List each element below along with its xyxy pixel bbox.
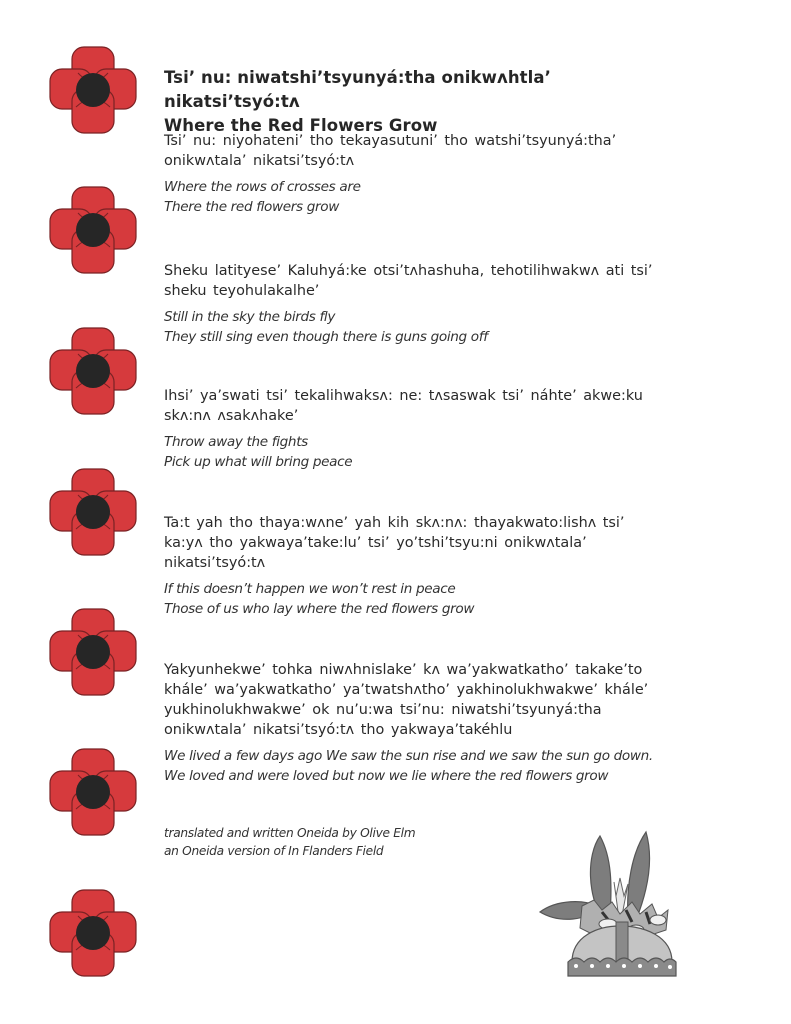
stanza-oneida: [164, 386, 664, 426]
poppy-icon: [48, 607, 138, 697]
stanza-english: [164, 177, 664, 217]
stanza-2: [164, 261, 664, 347]
stanza-oneida: [164, 261, 664, 301]
english-line: If this doesn’t happen we won’t rest in peace: [164, 581, 456, 597]
english-line: Throw away the fights: [164, 434, 308, 450]
english-line: Where the rows of crosses are: [164, 179, 361, 195]
oneida-line: Yakyunhekwe’ tohka niwʌhnislake’ kʌ wa’yakwatkatho’ takake’to: [164, 662, 643, 678]
oneida-line: Ihsi’ ya’swati tsi’ tekalihwaksʌ: ne: tʌsaswak tsi’ náhte’ akwe:ku: [164, 388, 643, 404]
oneida-line: nikatsi’tsyó:tʌ: [164, 555, 266, 571]
english-line: There the red flowers grow: [164, 199, 339, 215]
stanza-english: [164, 579, 664, 619]
stanza-english: [164, 746, 664, 786]
poppy-icon: [48, 888, 138, 978]
stanza-5: [164, 660, 664, 786]
credit: [164, 824, 415, 860]
stanza-english: [164, 307, 664, 347]
oneida-line: Sheku latityese’ Kaluhyá:ke otsi’tʌhashuha, tehotilihwakwʌ ati tsi’: [164, 263, 653, 279]
credit-source: an Oneida version of In Flanders Field: [164, 844, 384, 858]
oneida-line: Tsi’ nu: niyohateni’ tho tekayasutuni’ tho watshi’tsyunyá:tha’: [164, 133, 617, 149]
english-line: We loved and were loved but now we lie where the red flowers grow: [164, 768, 609, 784]
oneida-line: ka:yʌ tho yakwaya’take:lu’ tsi’ yo’tshi’tsyu:ni onikwʌtala’: [164, 535, 587, 551]
credit-translator: translated and written Oneida by Olive Elm: [164, 826, 416, 840]
oneida-line: Ta:t yah tho thaya:wʌne’ yah kih skʌ:nʌ: thayakwato:lishʌ tsi’: [164, 515, 625, 531]
english-line: We lived a few days ago We saw the sun rise and we saw the sun go down.: [164, 748, 653, 764]
poppy-icon: [48, 747, 138, 837]
oneida-line: yukhinolukhwakwe’ ok nu’u:wa tsi’nu: niwatshi’tsyunyá:tha: [164, 702, 602, 718]
feather-headdress-icon: [536, 826, 704, 978]
poppy-icon: [48, 45, 138, 135]
stanza-english: [164, 432, 664, 472]
stanza-4: [164, 513, 664, 619]
oneida-line: sheku teyohulakalhe’: [164, 283, 320, 299]
stanza-3: [164, 386, 664, 472]
oneida-line: onikwʌtala’ nikatsi’tsyó:tʌ: [164, 153, 355, 169]
stanza-oneida: [164, 513, 664, 573]
title-oneida: Tsi’ nu: niwatshi’tsyunyá:tha onikwʌhtla’ nikatsi’tsyó:tʌ: [164, 68, 552, 111]
english-line: Pick up what will bring peace: [164, 454, 353, 470]
oneida-line: onikwʌtala’ nikatsi’tsyó:tʌ tho yakwaya’takéhlu: [164, 722, 513, 738]
stanza-1: [164, 131, 664, 217]
poem-title: [164, 66, 664, 138]
english-line: Still in the sky the birds fly: [164, 309, 336, 325]
oneida-line: skʌ:nʌ ʌsakʌhake’: [164, 408, 299, 424]
english-line: They still sing even though there is guns going off: [164, 329, 488, 345]
oneida-line: khále’ wa’yakwatkatho’ ya’twatshʌtho’ yakhinolukhwakwe’ khále’: [164, 682, 649, 698]
title-english: Where the Red Flowers Grow: [164, 116, 438, 135]
poppy-icon: [48, 185, 138, 275]
stanza-oneida: [164, 131, 664, 171]
poppy-icon: [48, 326, 138, 416]
poppy-icon: [48, 467, 138, 557]
stanza-oneida: [164, 660, 664, 740]
english-line: Those of us who lay where the red flowers grow: [164, 601, 475, 617]
